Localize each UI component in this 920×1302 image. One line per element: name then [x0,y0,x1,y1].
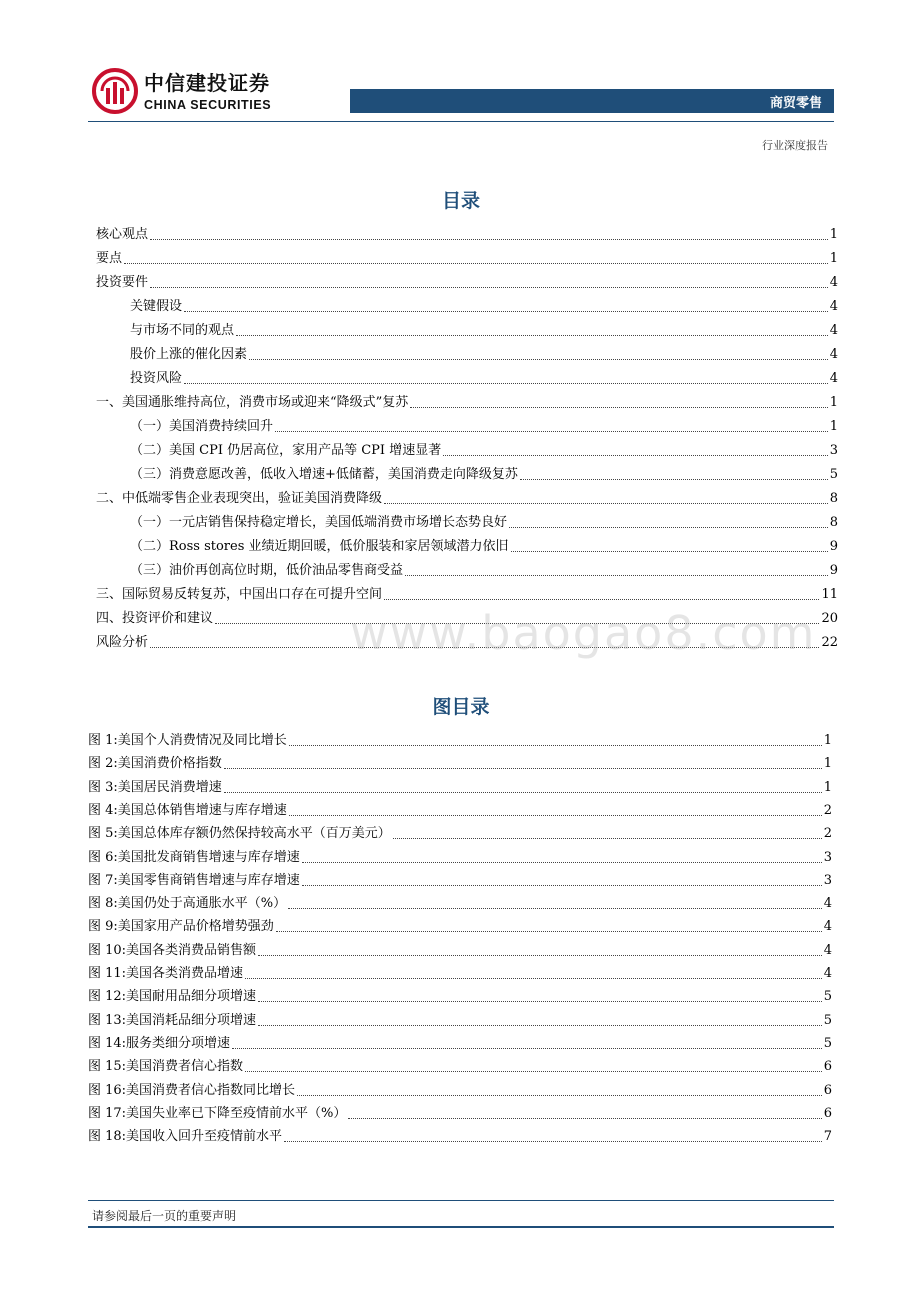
toc-entry-label: 股价上涨的催化因素 [130,347,248,362]
figure-leader-dots [289,745,822,746]
toc-leader-dots [511,551,828,552]
toc-leader-dots [184,383,828,384]
toc-title: 目录 [441,190,480,212]
figure-entry-page: 1 [823,756,832,772]
toc-entry-page: 8 [829,515,838,530]
toc-entry[interactable] [130,560,838,582]
toc-leader-dots [236,335,828,336]
toc-entry-page: 4 [829,323,838,338]
figure-entry-label: 图 18:美国收入回升至疫情前水平 [88,1129,283,1145]
figure-entry-page: 4 [823,942,832,958]
toc-entry[interactable] [96,488,838,510]
figure-leader-dots [297,1095,822,1096]
figure-entry[interactable] [88,916,832,938]
toc-entry-page: 11 [821,587,838,602]
figure-entry-label: 图 15:美国消费者信心指数 [88,1059,244,1075]
figure-leader-dots [232,1048,822,1049]
toc-entry-label: （二）Ross stores 业绩近期回暖，低价服装和家居领域潜力依旧 [130,539,509,554]
toc-entry-label: 四、投资评价和建议 [96,611,214,626]
toc-entry[interactable] [96,272,838,294]
toc-leader-dots [509,527,828,528]
figure-entry-label: 图 12:美国耐用品细分项增速 [88,989,257,1005]
report-type: 行业深度报告 [762,139,828,152]
toc-entry-page: 9 [829,539,838,554]
toc-entry-page: 22 [821,635,838,650]
figure-entry-page: 5 [823,1035,832,1051]
figure-entry-label: 图 6:美国批发商销售增速与库存增速 [88,849,300,865]
figure-leader-dots [348,1118,821,1119]
figure-entry[interactable] [88,1056,832,1078]
toc-entry-label: （三）消费意愿改善，低收入增速+低储蓄，美国消费走向降级复苏 [130,467,518,482]
figure-entry[interactable] [88,1126,832,1148]
toc-entry-page: 8 [829,491,838,506]
toc-entry-label: 投资风险 [130,371,183,386]
figure-entry-label: 图 14:服务类细分项增速 [88,1035,231,1051]
company-name-en: CHINA SECURITIES [144,98,272,112]
toc-entry-label: 二、中低端零售企业表现突出，验证美国消费降级 [96,491,383,506]
company-name-cn: 中信建投证券 [144,71,270,95]
toc-entry-label: 风险分析 [96,635,149,650]
toc-entry-label: 关键假设 [130,299,183,314]
toc-leader-dots [275,431,828,432]
toc-entry-label: （二）美国 CPI 仍居高位，家用产品等 CPI 增速显著 [130,443,442,458]
figure-entry-page: 5 [823,989,832,1005]
figure-entry-page: 1 [823,779,832,795]
figure-entry[interactable] [88,1033,832,1055]
figure-entry-page: 1 [823,733,832,748]
figure-entry-label: 图 7:美国零售商销售增速与库存增速 [88,872,300,888]
toc-entry[interactable] [96,392,838,414]
toc-leader-dots [150,287,828,288]
figure-entry-label: 图 4:美国总体销售增速与库存增速 [88,802,287,818]
figure-entry-page: 3 [823,849,832,865]
toc-entry[interactable] [130,512,838,534]
figure-entry-label: 图 17:美国失业率已下降至疫情前水平（%） [88,1105,347,1121]
toc-leader-dots [249,359,828,360]
toc-entry-page: 5 [829,467,838,482]
toc-entry-label: 与市场不同的观点 [130,323,235,338]
figure-entry-label: 图 2:美国消费价格指数 [88,756,222,772]
toc-entry-page: 1 [829,419,838,434]
figure-leader-dots [258,955,822,956]
toc-leader-dots [384,503,828,504]
header-rule [88,121,834,122]
figure-leader-dots [289,815,822,816]
figure-entry-page: 6 [823,1059,832,1075]
toc-entry-label: 三、国际贸易反转复苏，中国出口存在可提升空间 [96,587,383,602]
toc-entry[interactable] [130,320,838,342]
figure-entry[interactable] [88,893,832,915]
figure-entry-label: 图 10:美国各类消费品销售额 [88,942,257,958]
figure-entry-label: 图 16:美国消费者信心指数同比增长 [88,1082,296,1098]
figure-leader-dots [284,1141,822,1142]
footer-rule-bottom [88,1226,834,1228]
toc-entry[interactable] [96,224,838,246]
toc-entry-page: 20 [821,611,838,626]
toc-entry-label: 要点 [96,251,123,266]
toc-entry[interactable] [130,416,838,438]
toc-entry-label: （一）美国消费持续回升 [130,419,274,434]
toc-leader-dots [520,479,828,480]
figure-entry-label: 图 5:美国总体库存额仍然保持较高水平（百万美元） [88,826,391,842]
watermark: www.baogao8.com [350,606,817,660]
figure-entry[interactable] [88,823,832,845]
footer-rule [88,1200,834,1201]
toc-leader-dots [405,575,828,576]
figure-entry[interactable] [88,963,832,985]
figure-entry-label: 图 8:美国仍处于高通胀水平（%） [88,896,287,912]
toc-entry[interactable] [96,248,838,270]
figure-leader-dots [245,1071,822,1072]
figure-entry[interactable] [88,1010,832,1032]
figure-leader-dots [288,908,822,909]
figure-entry[interactable] [88,730,832,752]
toc-entry-label: （一）一元店销售保持稳定增长，美国低端消费市场增长态势良好 [130,515,508,530]
toc-entry-page: 4 [829,299,838,314]
figure-leader-dots [302,885,822,886]
company-logo [92,68,138,114]
figure-entry[interactable] [88,800,832,822]
footer-disclaimer: 请参阅最后一页的重要声明 [92,1209,237,1223]
figure-leader-dots [224,792,822,793]
figure-leader-dots [224,768,822,769]
toc-entry-label: 核心观点 [96,227,149,242]
toc-entry[interactable] [130,440,838,462]
figure-entry[interactable] [88,753,832,775]
industry-tag: 商贸零售 [769,96,822,111]
toc-entry[interactable] [130,536,838,558]
figure-leader-dots [258,1025,822,1026]
figure-entry[interactable] [88,986,832,1008]
figure-entry-label: 图 1:美国个人消费情况及同比增长 [88,733,287,748]
toc-leader-dots [124,263,828,264]
figure-entry-page: 4 [823,919,832,935]
toc-entry-page: 3 [829,443,838,458]
figure-entry-page: 4 [823,966,832,981]
figure-entry-page: 2 [823,802,832,818]
figure-entry[interactable] [88,777,832,799]
toc-entry[interactable] [130,296,838,318]
toc-entry-label: 投资要件 [96,275,149,290]
toc-entry[interactable] [96,584,838,606]
toc-entry-label: 一、美国通胀维持高位，消费市场或迎来“降级式”复苏 [96,395,409,410]
toc-entry[interactable] [130,368,838,390]
toc-leader-dots [184,311,828,312]
figure-entry-label: 图 3:美国居民消费增速 [88,779,222,795]
toc-leader-dots [410,407,827,408]
figure-leader-dots [302,862,822,863]
figure-list-title: 图目录 [432,696,490,718]
figure-leader-dots [393,838,822,839]
figure-entry-page: 4 [823,896,832,912]
header-bar [350,89,834,113]
toc-entry-label: （三）油价再创高位时期，低价油品零售商受益 [130,563,404,578]
toc-entry-page: 9 [829,563,838,578]
figure-entry-page: 5 [823,1012,832,1028]
toc-leader-dots [384,599,819,600]
figure-entry-page: 7 [823,1129,832,1145]
figure-entry-page: 6 [823,1082,832,1098]
toc-leader-dots [443,455,828,456]
figure-entry-label: 图 13:美国消耗品细分项增速 [88,1012,257,1028]
company-name [144,72,271,112]
figure-entry-page: 3 [823,872,832,888]
figure-entry-label: 图 9:美国家用产品价格增势强劲 [88,919,274,935]
figure-leader-dots [245,978,822,979]
figure-entry-label: 图 11:美国各类消费品增速 [88,966,244,981]
figure-entry[interactable] [88,870,832,892]
toc-entry[interactable] [130,464,838,486]
figure-leader-dots [258,1001,822,1002]
figure-entry[interactable] [88,940,832,962]
toc-entry-page: 4 [829,275,838,290]
figure-entry[interactable] [88,847,832,869]
figure-entry[interactable] [88,1103,832,1125]
figure-entry[interactable] [88,1080,832,1102]
figure-entry-page: 6 [823,1105,832,1121]
toc-leader-dots [150,239,828,240]
toc-entry[interactable] [130,344,838,366]
figure-leader-dots [276,931,822,932]
toc-entry-page: 1 [829,395,838,410]
toc-entry-page: 4 [829,371,838,386]
toc-entry-page: 1 [829,251,838,266]
toc-entry-page: 4 [829,347,838,362]
figure-entry-page: 2 [823,826,832,842]
toc-entry-page: 1 [829,227,838,242]
